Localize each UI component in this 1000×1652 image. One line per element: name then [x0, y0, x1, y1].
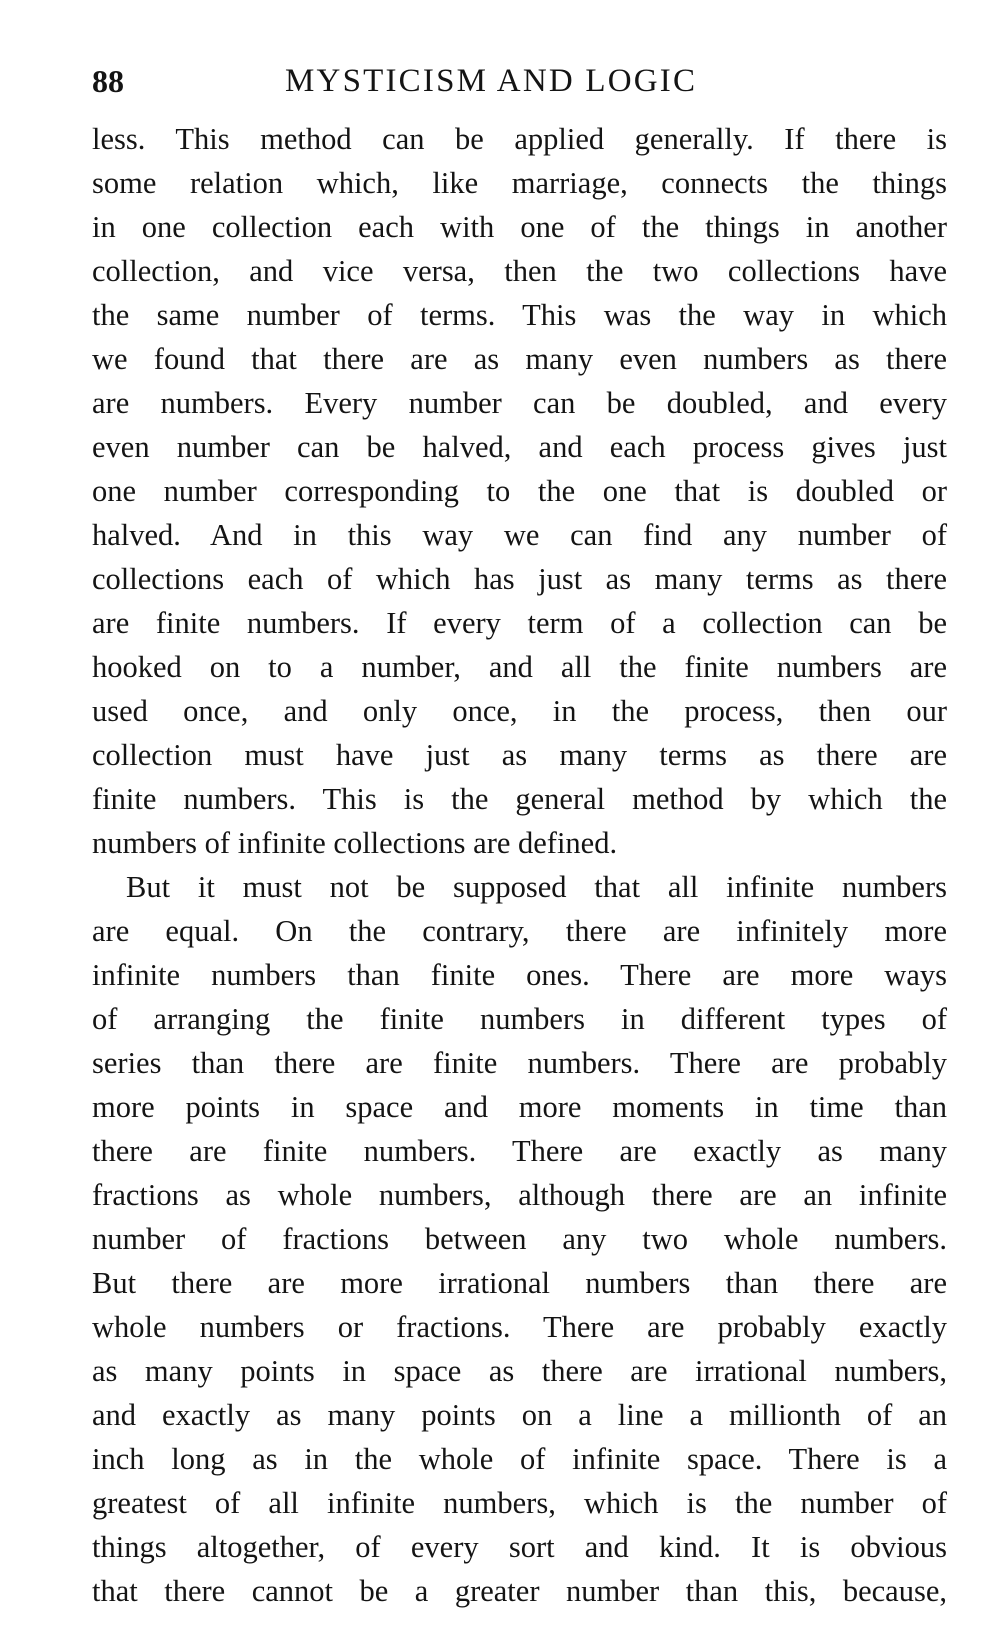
- text-line: numbers of infinite collections are defined.: [92, 826, 618, 860]
- text-line: infinite numbers than finite ones. There are more ways: [92, 958, 947, 992]
- text-line: there are finite numbers. There are exactly as many: [92, 1134, 947, 1168]
- body-text: [92, 117, 947, 1613]
- page-header: [92, 56, 947, 106]
- text-line: But there are more irrational numbers than there are: [92, 1266, 947, 1300]
- text-line: of arranging the finite numbers in different types of: [92, 1002, 947, 1036]
- paragraph-1: [92, 117, 947, 865]
- text-line: as many points in space as there are irrational numbers,: [92, 1354, 947, 1388]
- text-line: number of fractions between any two whole numbers.: [92, 1222, 947, 1256]
- paragraph-2: [92, 865, 947, 1613]
- text-line: But it must not be supposed that all infinite numbers: [126, 870, 947, 904]
- text-line: in one collection each with one of the things in another: [92, 210, 947, 244]
- text-line: collection, and vice versa, then the two collections have: [92, 254, 947, 288]
- text-line: collections each of which has just as many terms as there: [92, 562, 947, 596]
- text-line: the same number of terms. This was the way in which: [92, 298, 947, 332]
- text-line: series than there are finite numbers. There are probably: [92, 1046, 947, 1080]
- text-line: collection must have just as many terms as there are: [92, 738, 947, 772]
- text-line: fractions as whole numbers, although there are an infinite: [92, 1178, 947, 1212]
- text-line: used once, and only once, in the process, then our: [92, 694, 947, 728]
- text-line: hooked on to a number, and all the finite numbers are: [92, 650, 947, 684]
- text-line: inch long as in the whole of infinite space. There is a: [92, 1442, 947, 1476]
- text-line: halved. And in this way we can find any number of: [92, 518, 947, 552]
- text-line: are finite numbers. If every term of a collection can be: [92, 606, 947, 640]
- text-line: more points in space and more moments in time than: [92, 1090, 947, 1124]
- running-title: MYSTICISM AND LOGIC: [285, 63, 698, 99]
- text-line: we found that there are as many even numbers as there: [92, 342, 947, 376]
- text-line: are equal. On the contrary, there are infinitely more: [92, 914, 947, 948]
- text-line: things altogether, of every sort and kind. It is obvious: [92, 1530, 947, 1564]
- text-line: even number can be halved, and each process gives just: [92, 430, 947, 464]
- text-line: whole numbers or fractions. There are probably exactly: [92, 1310, 947, 1344]
- text-line: finite numbers. This is the general method by which the: [92, 782, 947, 816]
- text-line: are numbers. Every number can be doubled, and every: [92, 386, 947, 420]
- text-line: greatest of all infinite numbers, which is the number of: [92, 1486, 947, 1520]
- text-line: and exactly as many points on a line a millionth of an: [92, 1398, 947, 1432]
- text-line: some relation which, like marriage, connects the things: [92, 166, 947, 200]
- page-number: 88: [92, 63, 124, 99]
- text-line: that there cannot be a greater number than this, because,: [92, 1574, 947, 1608]
- text-line: less. This method can be applied generally. If there is: [92, 122, 947, 156]
- text-line: one number corresponding to the one that is doubled or: [92, 474, 947, 508]
